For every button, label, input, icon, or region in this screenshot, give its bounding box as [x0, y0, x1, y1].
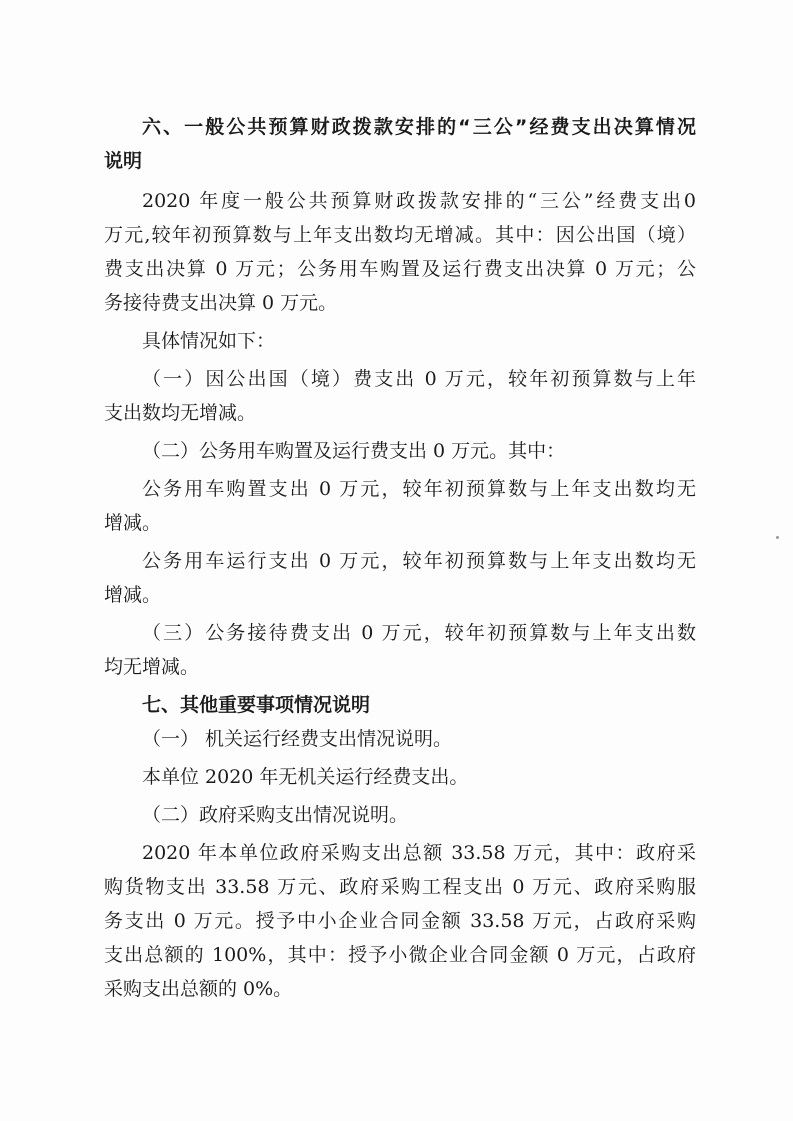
paragraph-line: 公务用车运行支出 0 万元，较年初预算数与上年支出数均无 — [142, 550, 696, 572]
paragraph-line: 2020 年本单位政府采购支出总额 33.58 万元，其中：政府采 — [142, 842, 696, 864]
paragraph-line: （二）公务用车购置及运行费支出 0 万元。其中： — [142, 440, 566, 462]
section7-title: 七、其他重要事项情况说明 — [142, 694, 371, 716]
paragraph-line: 万元,较年初预算数与上年支出数均无增减。其中：因公出国（境） — [104, 224, 696, 246]
paragraph-line: 本单位 2020 年无机关运行经费支出。 — [142, 766, 469, 788]
paragraph-line: 支出数均无增减。 — [104, 402, 257, 424]
paragraph-line: 支出总额的 100%，其中：授予小微企业合同金额 0 万元，占政府 — [104, 944, 696, 966]
section7-subheading-1: （一） 机关运行经费支出情况说明。 — [142, 728, 453, 750]
paragraph-line: 务支出 0 万元。授予中小企业合同金额 33.58 万元，占政府采购 — [104, 910, 696, 932]
paragraph-line: 务接待费支出决算 0 万元。 — [104, 292, 338, 314]
section6-title-line1: 六、一般公共预算财政拨款安排的“三公”经费支出决算情况 — [142, 116, 696, 138]
scan-speck — [776, 536, 779, 539]
paragraph-line: 均无增减。 — [104, 656, 200, 678]
paragraph-line: 采购支出总额的 0%。 — [104, 978, 293, 1000]
document-body — [104, 110, 696, 1006]
paragraph-line: （三）公务接待费支出 0 万元，较年初预算数与上年支出数 — [142, 622, 696, 644]
paragraph-line: 费支出决算 0 万元；公务用车购置及运行费支出决算 0 万元；公 — [104, 258, 696, 280]
paragraph-line: 具体情况如下： — [142, 330, 276, 352]
paragraph-line: 2020 年度一般公共预算财政拨款安排的“三公”经费支出0 — [142, 190, 696, 212]
paragraph-line: 购货物支出 33.58 万元、政府采购工程支出 0 万元、政府采购服 — [104, 876, 696, 898]
section6-title-line2: 说明 — [104, 150, 143, 172]
paragraph-line: （一）因公出国（境）费支出 0 万元，较年初预算数与上年 — [142, 368, 696, 390]
paragraph-line: 增减。 — [104, 584, 162, 606]
section7-subheading-2: （二）政府采购支出情况说明。 — [142, 804, 409, 826]
paragraph-line: 公务用车购置支出 0 万元，较年初预算数与上年支出数均无 — [142, 478, 696, 500]
paragraph-line: 增减。 — [104, 512, 162, 534]
